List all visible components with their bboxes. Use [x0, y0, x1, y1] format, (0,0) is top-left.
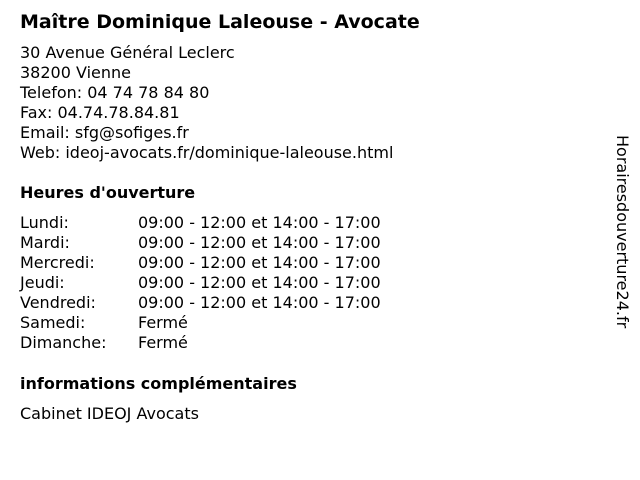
hours-time: Fermé	[138, 333, 188, 352]
hours-heading: Heures d'ouverture	[20, 183, 196, 202]
web-line: Web: ideoj-avocats.fr/dominique-laleouse.html	[20, 143, 394, 162]
hours-day: Lundi:	[20, 213, 69, 232]
hours-day: Jeudi:	[20, 273, 65, 292]
info-text: Cabinet IDEOJ Avocats	[20, 404, 199, 423]
watermark-text: Horairesdouverture24.fr	[613, 135, 632, 329]
contact-block	[20, 43, 393, 163]
page-title: Maître Dominique Laleouse - Avocate	[20, 11, 420, 33]
phone-line: Telefon: 04 74 78 84 80	[20, 83, 210, 102]
fax-line: Fax: 04.74.78.84.81	[20, 103, 180, 122]
hours-day: Mardi:	[20, 233, 70, 252]
hours-day: Mercredi:	[20, 253, 95, 272]
hours-time: 09:00 - 12:00 et 14:00 - 17:00	[138, 213, 381, 232]
address-city: 38200 Vienne	[20, 63, 131, 82]
address-street: 30 Avenue Général Leclerc	[20, 43, 235, 62]
email-line: Email: sfg@sofiges.fr	[20, 123, 189, 142]
hours-time: Fermé	[138, 313, 188, 332]
hours-day: Samedi:	[20, 313, 86, 332]
hours-time: 09:00 - 12:00 et 14:00 - 17:00	[138, 273, 381, 292]
info-heading: informations complémentaires	[20, 374, 297, 393]
hours-time: 09:00 - 12:00 et 14:00 - 17:00	[138, 233, 381, 252]
hours-time: 09:00 - 12:00 et 14:00 - 17:00	[138, 293, 381, 312]
hours-day: Dimanche:	[20, 333, 107, 352]
hours-day: Vendredi:	[20, 293, 96, 312]
hours-time: 09:00 - 12:00 et 14:00 - 17:00	[138, 253, 381, 272]
